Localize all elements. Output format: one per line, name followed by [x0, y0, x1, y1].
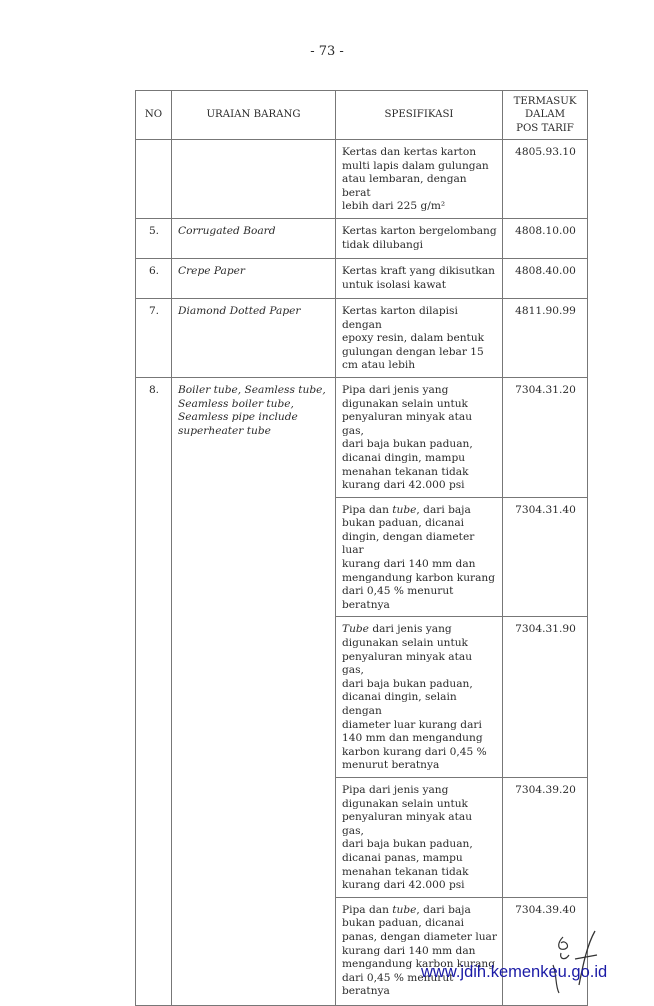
page-number: - 73 - — [310, 44, 344, 59]
cell-uraian: Corrugated Board — [172, 218, 336, 258]
cell-no: 7. — [136, 298, 172, 377]
cell-no: 6. — [136, 258, 172, 298]
cell-pos-tarif: 4805.93.10 — [503, 140, 588, 219]
cell-uraian: Crepe Paper — [172, 258, 336, 298]
watermark-link[interactable]: www.jdih.kemenkeu.go.id — [421, 963, 608, 981]
cell-spesifikasi — [336, 377, 503, 497]
cell-spesifikasi: Kertas dan kertas karton multi lapis dalam gulungan atau lembaran, dengan berat lebih dari 225 g/m² — [336, 140, 503, 219]
header-no: NO — [136, 91, 172, 140]
cell-spesifikasi: Kertas kraft yang dikisutkan untuk isolasi kawat — [336, 258, 503, 298]
spec-text: Pipa dari jenis yang digunakan selain untuk penyaluran minyak atau gas, dari baja bukan paduan, dicanai panas, mampu menahan tekanan tidak kurang dari 42.000 psi — [342, 783, 473, 892]
cell-spesifikasi: Kertas karton bergelombang tidak dilubangi — [336, 218, 503, 258]
spec-text: , dari baja bukan paduan, dicanai panas, dengan diameter luar kurang dari 140 mm dan mengandung karbon kurang dari 0,45 % menurut beratnya — [342, 903, 497, 998]
spec-italic-term: tube — [392, 503, 417, 516]
spec-text: Pipa dan — [342, 903, 393, 916]
cell-spesifikasi — [336, 617, 503, 778]
spec-text: Pipa dari jenis yang digunakan selain untuk penyaluran minyak atau gas, dari baja bukan paduan, dicanai dingin, mampu menahan tekanan tidak kurang dari 42.000 psi — [342, 383, 473, 492]
cell-pos-tarif: 7304.31.90 — [503, 617, 588, 778]
cell-no — [136, 140, 172, 219]
signature-initials — [535, 925, 615, 995]
table-row — [136, 218, 588, 258]
header-pos-tarif: TERMASUK DALAM POS TARIF — [503, 91, 588, 140]
table-row — [136, 298, 588, 377]
table-row — [136, 258, 588, 298]
spec-text: , dari baja bukan paduan, dicanai dingin, dengan diameter luar kurang dari 140 mm dan mengandung karbon kurang dari 0,45 % menurut beratnya — [342, 503, 496, 611]
cell-uraian: Boiler tube, Seamless tube, Seamless boiler tube, Seamless pipe include superheater tube — [172, 377, 336, 1005]
cell-no: 5. — [136, 218, 172, 258]
spec-text: dari jenis yang digunakan selain untuk penyaluran minyak atau gas, dari baja bukan paduan, dicanai dingin, selain dengan diameter luar kurang dari 140 mm dan mengandung karbon kurang dari 0,45 % menurut beratnya — [342, 623, 487, 772]
spec-italic-term: Tube — [342, 623, 369, 636]
header-spesifikasi: SPESIFIKASI — [336, 91, 503, 140]
header-uraian: URAIAN BARANG — [172, 91, 336, 140]
tariff-table — [135, 90, 588, 1006]
cell-uraian: Diamond Dotted Paper — [172, 298, 336, 377]
cell-pos-tarif: 4811.90.99 — [503, 298, 588, 377]
cell-uraian — [172, 140, 336, 219]
cell-pos-tarif: 4808.40.00 — [503, 258, 588, 298]
cell-spesifikasi — [336, 897, 503, 1005]
cell-spesifikasi — [336, 497, 503, 617]
cell-no: 8. — [136, 377, 172, 1005]
cell-spesifikasi: Kertas karton dilapisi dengan epoxy resin, dalam bentuk gulungan dengan lebar 15 cm atau lebih — [336, 298, 503, 377]
table-header-row — [136, 91, 588, 140]
cell-pos-tarif: 7304.31.40 — [503, 497, 588, 617]
table-row — [136, 377, 588, 497]
cell-pos-tarif: 7304.31.20 — [503, 377, 588, 497]
table-row — [136, 140, 588, 219]
cell-pos-tarif: 7304.39.20 — [503, 777, 588, 897]
cell-pos-tarif: 4808.10.00 — [503, 218, 588, 258]
spec-italic-term: tube — [392, 903, 417, 916]
cell-spesifikasi — [336, 777, 503, 897]
cell-pos-tarif: 7304.39.40 — [503, 897, 588, 1005]
spec-text: Pipa dan — [342, 503, 393, 516]
